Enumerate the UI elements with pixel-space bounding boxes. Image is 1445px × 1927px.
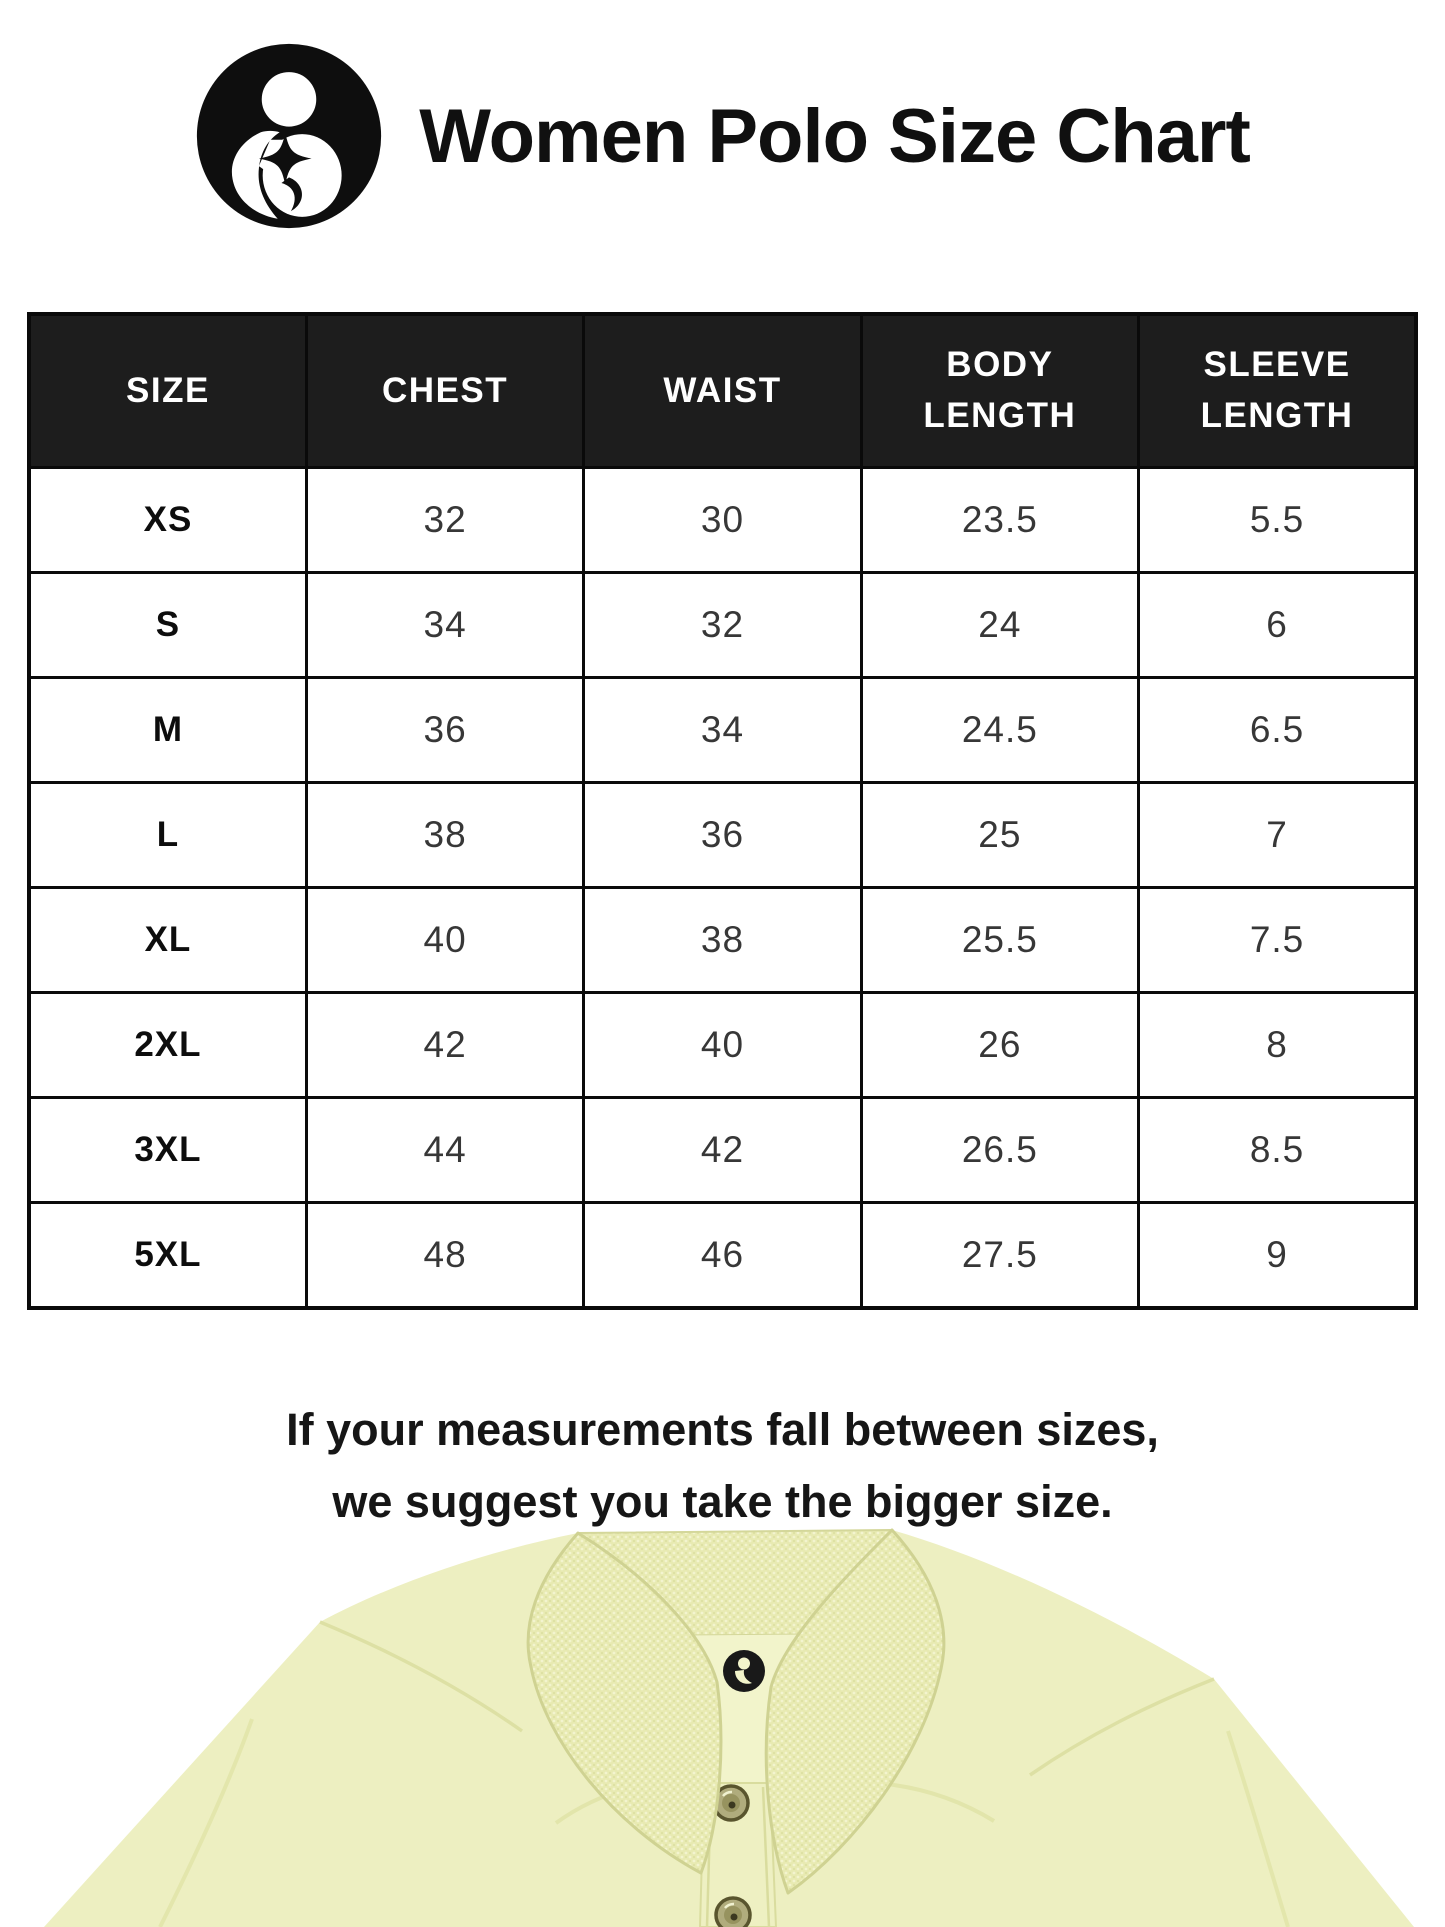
size-value: XS	[29, 468, 306, 573]
table-row	[29, 993, 1416, 1098]
size-value: 5XL	[29, 1203, 306, 1309]
body-length-value: 25.5	[861, 888, 1138, 993]
table-row	[29, 1098, 1416, 1203]
sizing-note	[0, 1394, 1445, 1538]
waist-value: 30	[584, 468, 861, 573]
table-row	[29, 888, 1416, 993]
size-value: M	[29, 678, 306, 783]
table-row	[29, 468, 1416, 573]
sleeve-length-value: 6	[1139, 573, 1416, 678]
chest-value: 42	[306, 993, 583, 1098]
waist-value: 32	[584, 573, 861, 678]
sizing-note-line-1: If your measurements fall between sizes,	[286, 1404, 1159, 1455]
body-length-value: 25	[861, 783, 1138, 888]
size-table-wrap	[27, 312, 1418, 1310]
chest-value: 34	[306, 573, 583, 678]
chest-value: 32	[306, 468, 583, 573]
brand-logo-icon	[195, 42, 383, 230]
waist-value: 34	[584, 678, 861, 783]
chest-value: 40	[306, 888, 583, 993]
table-row	[29, 678, 1416, 783]
table-header-row	[29, 314, 1416, 468]
chest-value: 36	[306, 678, 583, 783]
waist-value: 38	[584, 888, 861, 993]
body-length-value: 27.5	[861, 1203, 1138, 1309]
body-length-value: 24.5	[861, 678, 1138, 783]
waist-value: 40	[584, 993, 861, 1098]
neck-label-logo-icon	[723, 1650, 765, 1692]
polo-button-bottom	[716, 1898, 750, 1927]
body-length-value: 24	[861, 573, 1138, 678]
table-row	[29, 1203, 1416, 1309]
sleeve-length-value: 9	[1139, 1203, 1416, 1309]
column-header-body-length: BODY LENGTH	[861, 314, 1138, 468]
size-value: S	[29, 573, 306, 678]
body-length-value: 26.5	[861, 1098, 1138, 1203]
column-header-chest: CHEST	[306, 314, 583, 468]
column-header-waist: WAIST	[584, 314, 861, 468]
page-header	[0, 0, 1445, 232]
body-length-value: 26	[861, 993, 1138, 1098]
sleeve-length-value: 6.5	[1139, 678, 1416, 783]
column-header-sleeve-length: SLEEVE LENGTH	[1139, 314, 1416, 468]
sleeve-length-value: 7	[1139, 783, 1416, 888]
page-title: Women Polo Size Chart	[419, 93, 1250, 179]
table-row	[29, 783, 1416, 888]
chest-value: 48	[306, 1203, 583, 1309]
size-value: 2XL	[29, 993, 306, 1098]
chest-value: 44	[306, 1098, 583, 1203]
sleeve-length-value: 5.5	[1139, 468, 1416, 573]
waist-value: 42	[584, 1098, 861, 1203]
body-length-value: 23.5	[861, 468, 1138, 573]
size-value: 3XL	[29, 1098, 306, 1203]
waist-value: 36	[584, 783, 861, 888]
size-value: XL	[29, 888, 306, 993]
sizing-note-line-2: we suggest you take the bigger size.	[332, 1476, 1113, 1527]
sleeve-length-value: 8.5	[1139, 1098, 1416, 1203]
chest-value: 38	[306, 783, 583, 888]
sleeve-length-value: 8	[1139, 993, 1416, 1098]
polo-shirt-image	[0, 1519, 1445, 1927]
table-row	[29, 573, 1416, 678]
size-table	[27, 312, 1418, 1310]
column-header-size: SIZE	[29, 314, 306, 468]
sleeve-length-value: 7.5	[1139, 888, 1416, 993]
size-value: L	[29, 783, 306, 888]
waist-value: 46	[584, 1203, 861, 1309]
